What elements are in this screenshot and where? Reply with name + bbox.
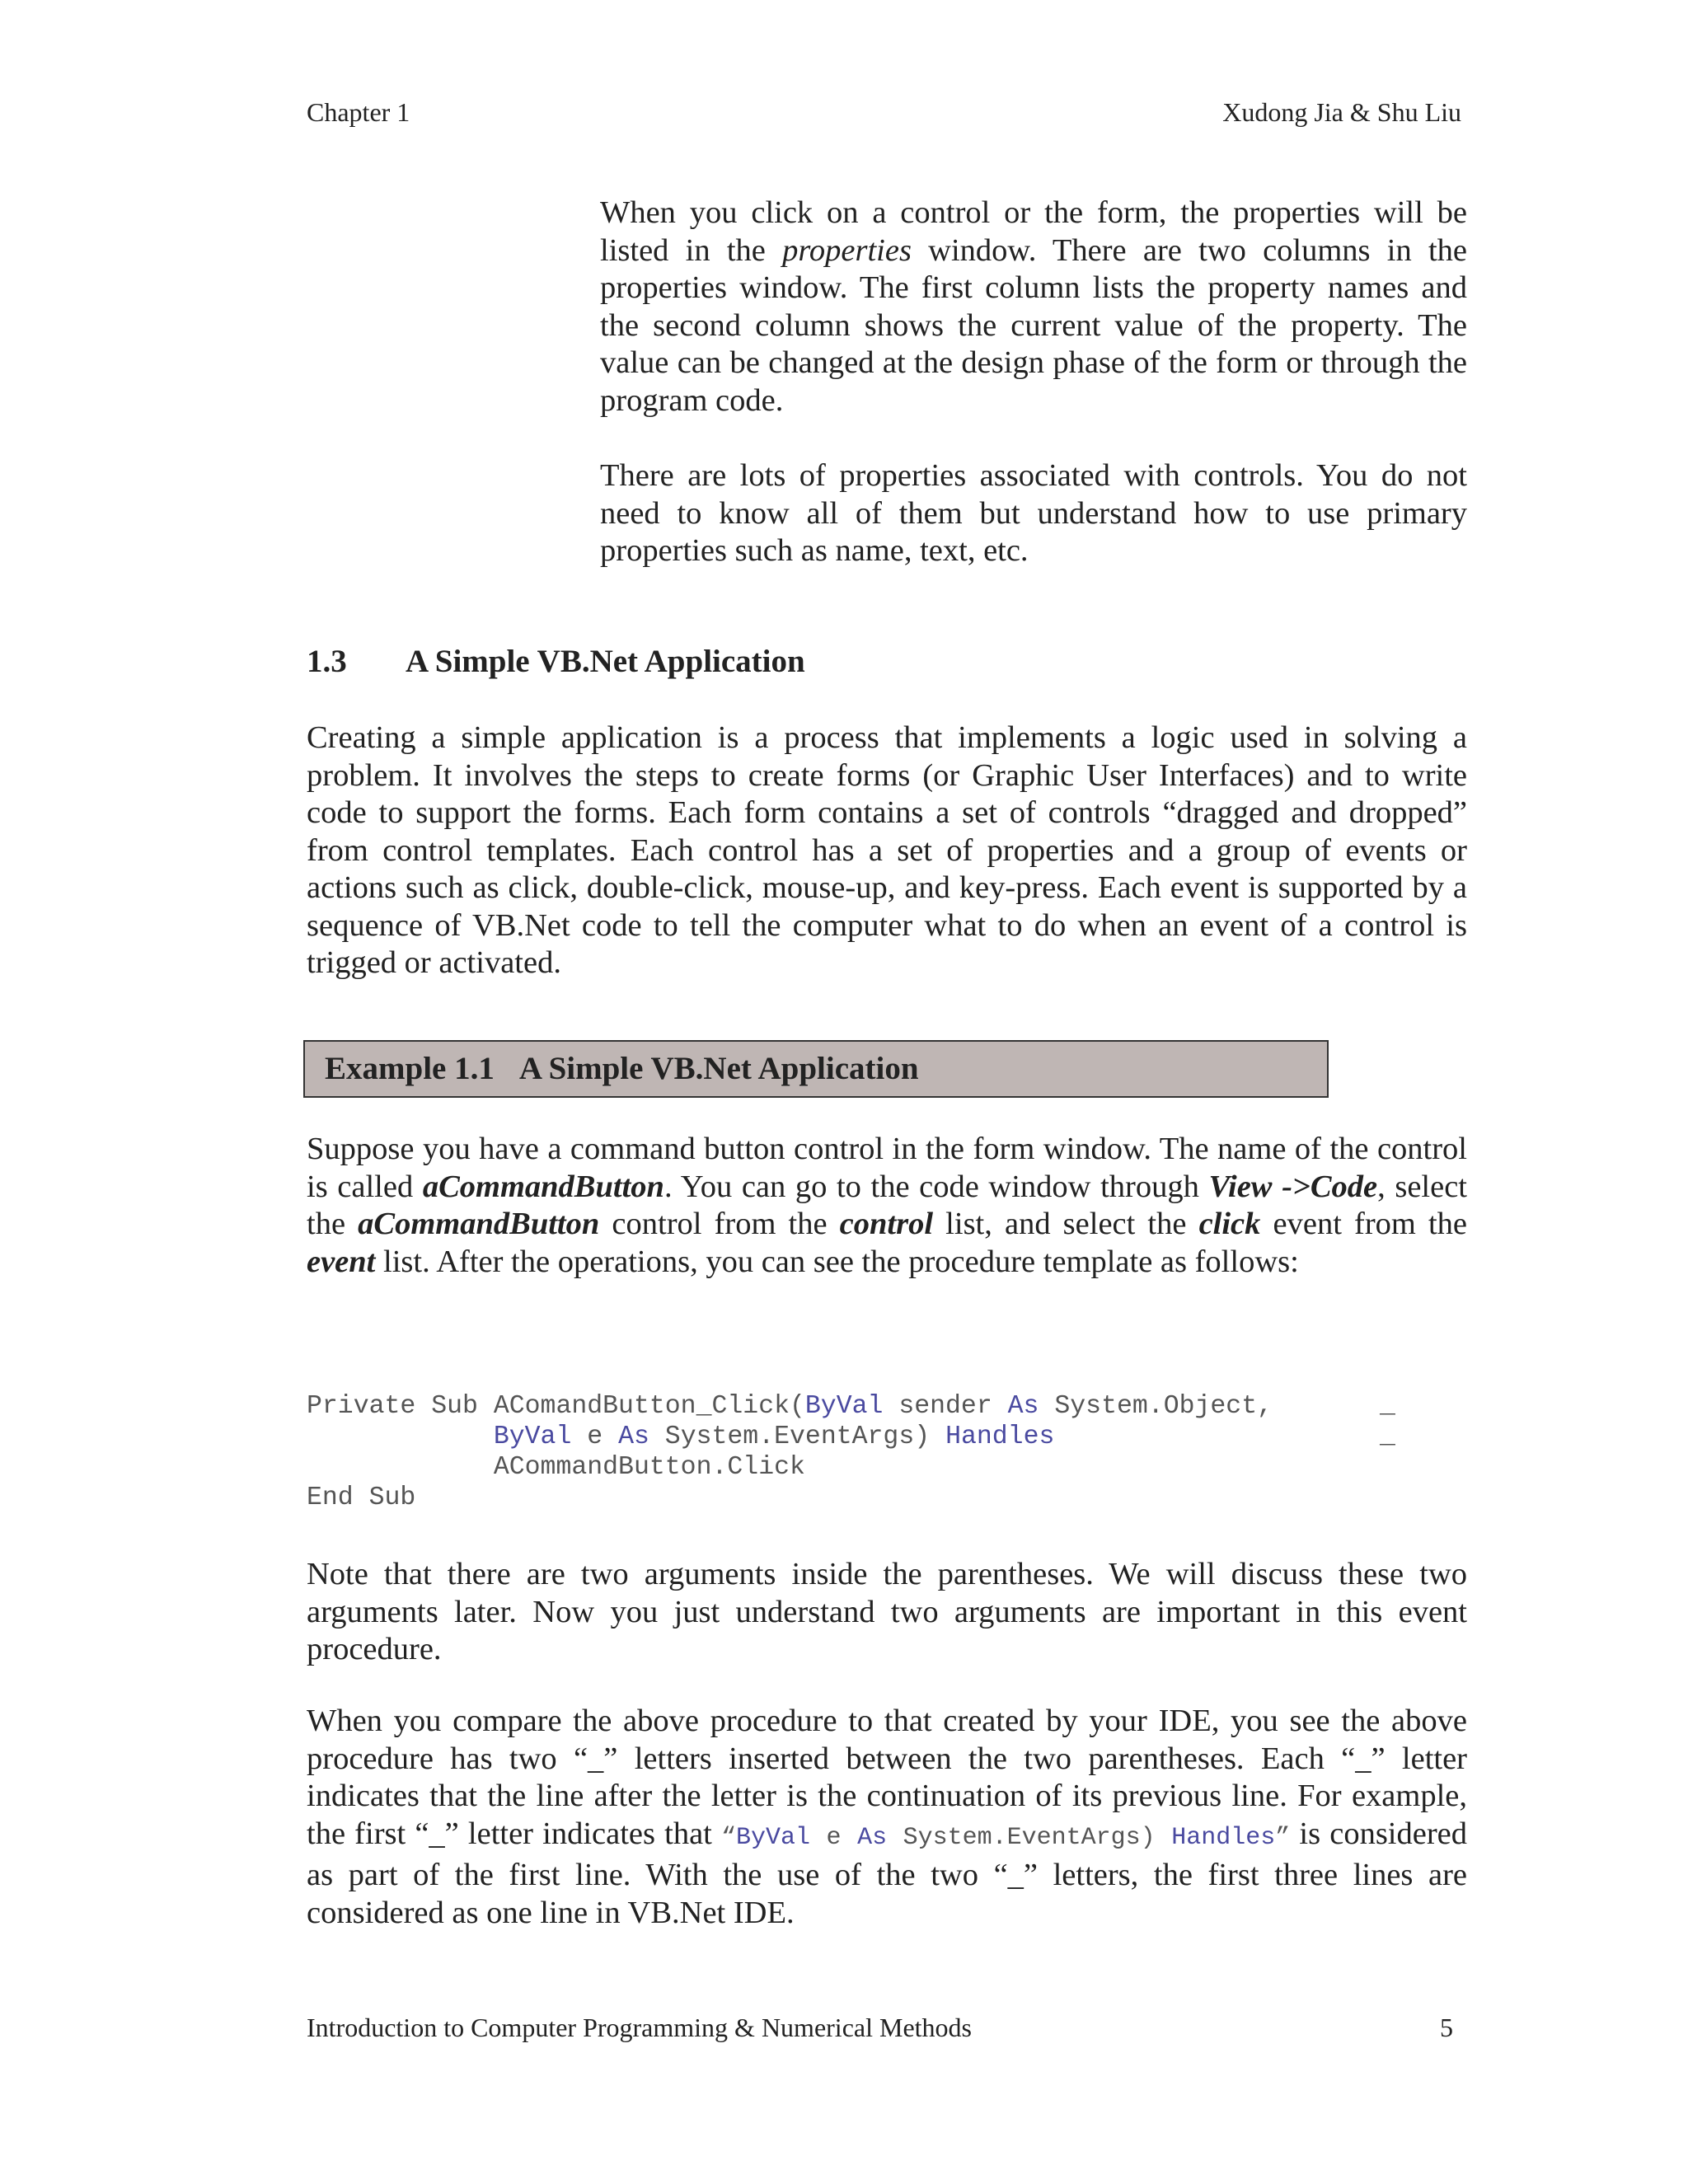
example-heading-box bbox=[303, 1040, 1329, 1098]
text-run: . You can go to the code window through bbox=[663, 1169, 1209, 1204]
section-heading bbox=[307, 643, 805, 680]
code-line: ACommandButton.Click bbox=[307, 1453, 805, 1482]
bold-term: aCommandButton bbox=[422, 1169, 664, 1204]
section-title: A Simple VB.Net Application bbox=[406, 644, 805, 679]
text-run: When you compare the above procedure to that created by your IDE, you see the above procedure has two “_” letters inserted between the two parentheses. Each “_” letter indicates that the line after the letter is the continuation of its previous line. For example, the first “_” letter indicates that bbox=[307, 1704, 1467, 1851]
header-chapter: Chapter 1 bbox=[307, 97, 410, 127]
bold-term: control bbox=[839, 1207, 934, 1241]
section-number: 1.3 bbox=[307, 644, 347, 679]
page-number: 5 bbox=[1440, 2013, 1453, 2042]
example-title: A Simple VB.Net Application bbox=[518, 1051, 919, 1086]
paragraph-two-arguments: Note that there are two arguments inside the parentheses. We will discuss these two arguments later. Now you just understand two arguments are important in this event procedure. bbox=[307, 1557, 1467, 1666]
text-run: When you click on a control or the form, the properties will be listed in the bbox=[600, 195, 1467, 268]
paragraph-lots-of-properties: There are lots of properties associated with controls. You do not need to know all of them but understand how to use primary properties such as name, text, etc. bbox=[600, 458, 1467, 568]
text-run: , select the bbox=[307, 1169, 1467, 1241]
bold-term: event bbox=[307, 1244, 376, 1279]
emphasis-properties: properties bbox=[782, 232, 912, 268]
bold-term: aCommandButton bbox=[358, 1207, 600, 1241]
example-label: Example 1.1 bbox=[325, 1051, 495, 1086]
inline-code: “ByVal e As System.EventArgs) Handles” bbox=[721, 1823, 1291, 1852]
text-run: control from the bbox=[599, 1207, 840, 1241]
paragraph-properties-window bbox=[600, 194, 1467, 419]
text-run: event from the bbox=[1260, 1207, 1467, 1241]
bold-term: View ->Code bbox=[1208, 1169, 1378, 1204]
footer-book-title: Introduction to Computer Programming & Numerical Methods bbox=[307, 2013, 972, 2042]
text-run: window. There are two columns in the properties window. The first column lists the property names and the second column shows the current value of the property. The value can be changed at the design phase of the form or through the program code. bbox=[600, 232, 1467, 418]
header-authors: Xudong Jia & Shu Liu bbox=[1222, 97, 1461, 127]
text-run: list, and select the bbox=[933, 1207, 1199, 1241]
paragraph-command-button bbox=[307, 1131, 1467, 1281]
code-line: ByVal e As System.EventArgs) Handles bbox=[493, 1422, 1055, 1451]
line-continuation-mark: _ bbox=[1380, 1391, 1395, 1420]
text-run: is considered as part of the first line. With the use of the two “_” letters, the first three lines are considered as one line in VB.Net IDE. bbox=[307, 1816, 1467, 1930]
code-block bbox=[307, 1391, 1444, 1513]
paragraph-simple-application: Creating a simple application is a process that implements a logic used in solving a problem. It involves the steps to create forms (or Graphic User Interfaces) and to write code to support the forms. Each form contains a set of controls “dragged and dropped” from control templates. Each control has a set of properties and a group of events or actions such as click, double-click, mouse-up, and key-press. Each event is supported by a sequence of VB.Net code to tell the computer what to do when an event of a control is trigged or activated. bbox=[307, 720, 1467, 980]
line-continuation-mark: _ bbox=[1380, 1422, 1395, 1451]
text-run: Suppose you have a command button control in the form window. The name of the control is called bbox=[307, 1132, 1467, 1204]
code-line: End Sub bbox=[307, 1483, 416, 1512]
paragraph-continuation-explained bbox=[307, 1703, 1467, 1932]
bold-term: click bbox=[1198, 1207, 1261, 1241]
text-run: list. After the operations, you can see the procedure template as follows: bbox=[375, 1244, 1299, 1279]
code-line: Private Sub AComandButton_Click(ByVal sender As System.Object, bbox=[307, 1392, 1273, 1421]
